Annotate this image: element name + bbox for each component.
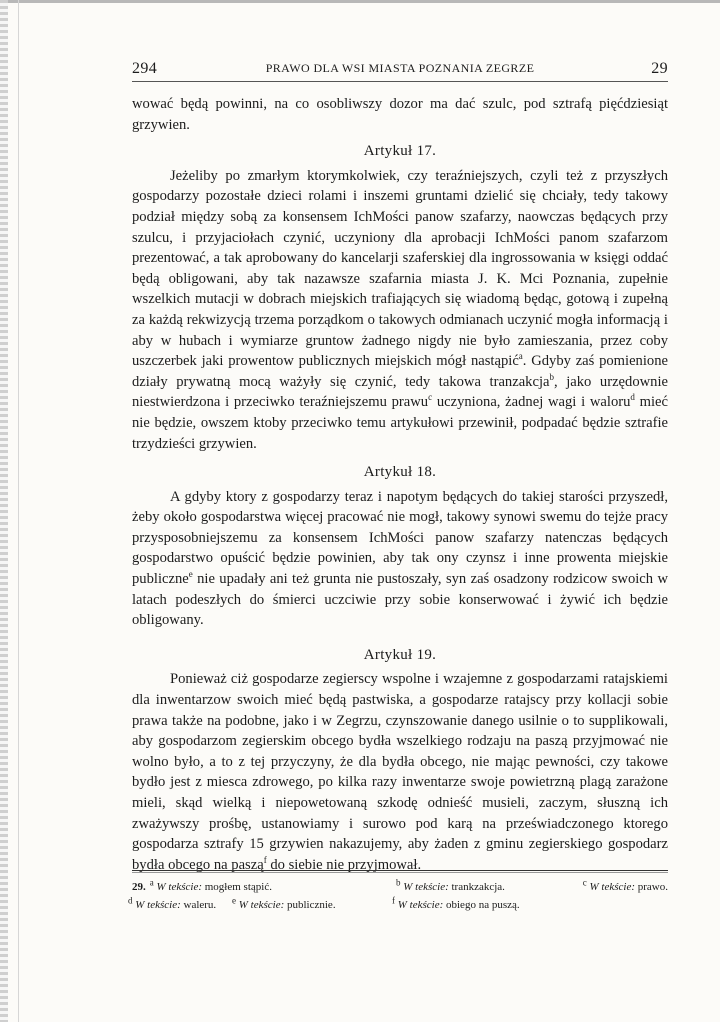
footnote-b: $^b$ W tekście: trankzakcja. [396, 877, 505, 893]
footnote-a: 29. $^a$ W tekście: mogłem stąpić. [132, 877, 272, 893]
footnote-rule-secondary [132, 872, 668, 874]
binding-edge [0, 0, 8, 1022]
footnote-marker-a: a [518, 351, 523, 362]
footnote-c: $^c$ W tekście: prawo. [582, 877, 668, 893]
footnote-marker-c: c [428, 392, 433, 403]
footnote-marker-e: e [188, 569, 193, 580]
footnote-e: $^e$ W tekście: publicznie. [232, 895, 336, 911]
footnote-marker-b: b [549, 371, 554, 382]
footnote-f: $^f$ W tekście: obiego na puszą. [392, 895, 520, 911]
section-number: 29 [651, 60, 668, 77]
article-17-heading: Artykuł 17. [363, 143, 437, 160]
footnote-row [128, 895, 668, 914]
running-title: PRAWO DLA WSI MIASTA POZNANIA ZEGRZE [265, 61, 535, 75]
scan-top-edge [0, 0, 720, 3]
footnote-row [132, 878, 668, 896]
article-19-heading: Artykuł 19. [363, 646, 437, 663]
footnote-d: $^d$ W tekście: waleru. [128, 895, 217, 911]
page-header [132, 60, 668, 80]
opening-paragraph: wować będą powinni, na co osobliwszy dozor ma dać szulc, pod sztrafą pięćdziesiąt grzywien. [132, 96, 668, 133]
article-17-paragraph: Jeżeliby po zmarłym ktorymkolwiek, czy teraźniejszych, czyli też z przyszłych gospodarzy pozostałe dzieci rolami i inszemi gruntami dzielić się chciały, tedy takowy podział między sobą za konsensem IchMości panow szafarzy, naowczas będących przy szulcu, i przyjaciołach czynić, uczyniony dla aprobacji IchMości panom szafarzom prezentować, a tak aprobowany do kancelarji szaferskiej dla ingrossowania w księgi oddać będą obligowani, aby tak nazawsze szafarnia miasta J. K. Mci Poznania, zupełnie wszelkich mutacji w dobrach miejskich trafiających się wiadomą będąc, gotową i zupełną za każdą rekwizycją trzema porządkom o takowych odmianach uczynić mogła informacją i aby w hubach i wymiarze gruntow żadnego nigdy nie było zamieszania, przez coby uszczerbek jaki prowentow publicznych miejskich mógł nastąpić$^a$. Gdyby zaś pomienione działy prywatną mocą ważyły się czynić, tedy takowa tranzakcja$^b$, jako urzędownie niestwierdzona i przeciwko teraźniejszemu prawu$^c$ uczyniona, żadnej wagi i waloru$^d$ mieć nie będzie, owszem ktoby przeciwko temu artykułowi przewinił, podpadać będzie sztrafie trzydzieści grzywien. [132, 167, 669, 452]
article-18-heading: Artykuł 18. [363, 464, 437, 481]
article-18-paragraph: A gdyby ktory z gospodarzy teraz i napotym będących do takiej starości przyszedł, żeby około gospodarstwa więcej pracować nie mogł, takowy synowi swemu do tejże pracy przysposobniejszemu za konsensem IchMości panow szafarzy natenczas będących gospodarstwo opuścić będzie powinien, aby tak ony czynsz i inne prowenta miejskie publiczne$^e$ nie upadały ani też grunta nie pustoszały, syn zaś osadzony rodzicow swoich w latach podeszłych do śmierci uczciwie przy sobie konserwować i żywić ich będzie obligowany. [132, 488, 668, 629]
article-19-paragraph: Ponieważ ciż gospodarze zegierscy wspolne i wzajemne z gospodarzami ratajskiemi dla inwentarzow swoich mieć będą pastwiska, a gospodarze ratajscy przy kollacji sobie prawa także na podobne, jako i w Zegrzu, czynszowanie danego usilnie o to supplikowali, aby gospodarzom zegierskim obcego bydła wszelkiego rodzaju na paszą przyjmować nie wolno było, a to z tej przyczyny, że dla bydła obcego, nie mając pewności, czy takowe bydło jest z miesca zdrowego, po kilka razy inwentarze swoje powietrzną plagą zarażone mieli, skąd wielką i niepowetowaną szkodę odnieść musieli, zaczym, słuszną ich zważywszy prośbę, ustanowiamy i surowo pod karą na przeświadczonego ktorego gospodarza sztrafy 15 grzywien nakazujemy, aby żaden z gminu zegierskiego gospodarz bydła obcego na paszą$^f$ do siebie nie przyjmował. [132, 671, 668, 873]
page-number: 294 [132, 60, 158, 77]
footnote-marker-d: d [630, 392, 635, 403]
binding-margin-line [18, 0, 19, 1022]
header-rule [132, 81, 668, 82]
main-text [132, 94, 668, 875]
footnotes [128, 877, 668, 914]
footnote-marker-f: f [263, 854, 267, 865]
